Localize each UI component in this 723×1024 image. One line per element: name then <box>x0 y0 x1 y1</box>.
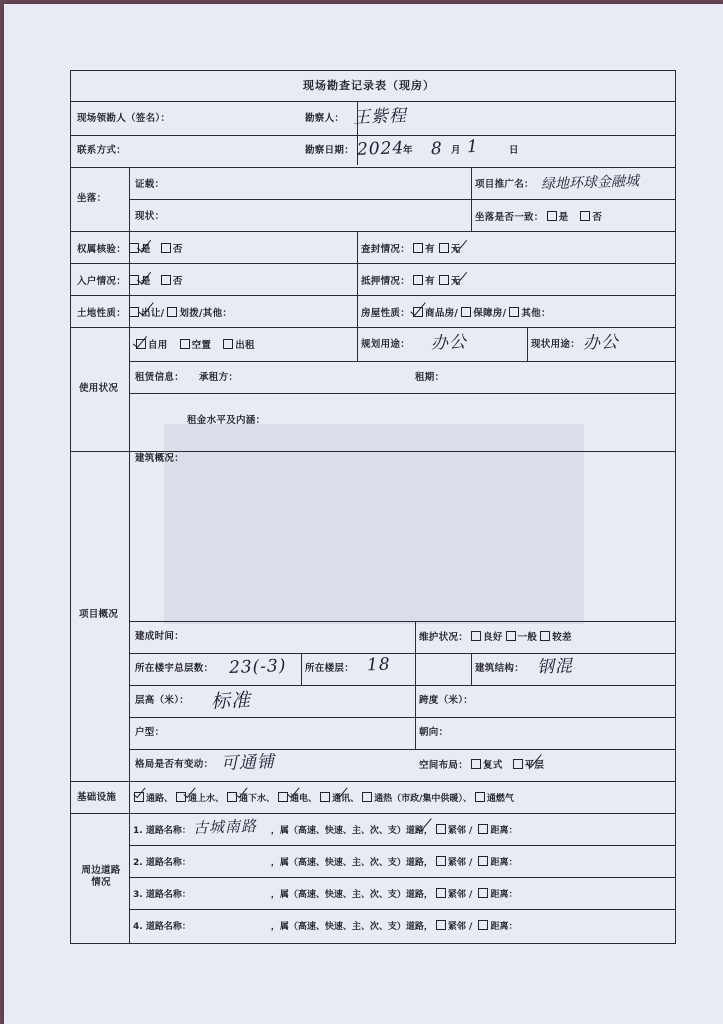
house-row: 房屋性质： 商品房/ 保障房/ 其他： <box>361 308 551 319</box>
paper-sheet <box>4 4 723 1024</box>
road4-adjacent-checkbox[interactable] <box>436 920 446 930</box>
seal-has-checkbox[interactable] <box>413 243 423 253</box>
ownership-row: 权属核验： 是 否 <box>77 244 183 255</box>
date-day: 1 <box>466 136 480 158</box>
vacant-checkbox[interactable] <box>180 339 190 349</box>
surveyor-signature: 王紫程 <box>352 106 408 128</box>
infra-label: 基础设施 <box>77 792 117 803</box>
building-overview-label: 建筑概况： <box>135 453 185 464</box>
project-name-value: 绿地环球金融城 <box>540 173 640 193</box>
actual-use-value: 办公 <box>582 332 620 354</box>
floor-label: 所在楼层： <box>305 663 355 674</box>
date-month: 8 <box>430 138 444 160</box>
unit-type-label: 户型： <box>135 727 165 738</box>
layout-label: 格局是否有变动： <box>135 759 214 770</box>
space-row: 空间布局： 复式 平层 <box>419 760 545 771</box>
road-row-4: 4. 道路名称： ，属（高速、快速、主、次、支）道路， 紧邻 / 距离： <box>133 922 518 932</box>
structure-label: 建筑结构： <box>475 663 525 674</box>
road-row-1: 1. 道路名称： ，属（高速、快速、主、次、支）道路， 紧邻 / 距离： <box>133 826 518 836</box>
road4-distance-checkbox[interactable] <box>478 920 488 930</box>
road2-distance-checkbox[interactable] <box>478 856 488 866</box>
contact-label: 联系方式： <box>77 145 127 156</box>
location-label: 坐落： <box>77 193 107 204</box>
lease-label: 租赁信息： <box>135 372 185 383</box>
road-row-2: 2. 道路名称： ，属（高速、快速、主、次、支）道路， 紧邻 / 距离： <box>133 858 518 868</box>
actual-use-label: 现状用途： <box>531 339 581 350</box>
road3-adjacent-checkbox[interactable] <box>436 888 446 898</box>
infra-gas-checkbox[interactable] <box>475 792 485 802</box>
land-row: 土地性质： 出让/ 划拨/其他： <box>77 308 233 319</box>
infra-power-checkbox[interactable] <box>278 792 288 802</box>
flat-checkbox[interactable] <box>513 759 523 769</box>
day-unit: 日 <box>509 145 519 156</box>
total-floors-label: 所在楼宇总层数： <box>135 663 214 674</box>
duplex-checkbox[interactable] <box>471 759 481 769</box>
maintain-row: 维护状况： 良好 一般 较差 <box>419 632 572 643</box>
date-label: 勘察日期： <box>305 145 355 156</box>
road-row-3: 3. 道路名称： ，属（高速、快速、主、次、支）道路， 紧邻 / 距离： <box>133 890 518 900</box>
rent-out-checkbox[interactable] <box>223 339 233 349</box>
plan-use-label: 规划用途： <box>361 339 411 350</box>
mortgage-row: 抵押情况： 有 无 <box>361 276 461 287</box>
land-allocate-checkbox[interactable] <box>167 307 177 317</box>
seal-none-checkbox[interactable] <box>439 243 449 253</box>
seal-row: 查封情况： 有 无 <box>361 244 461 255</box>
year-unit: 年 <box>403 145 413 156</box>
use-status-label: 使用状况 <box>79 383 119 394</box>
good-checkbox[interactable] <box>471 631 481 641</box>
date-year: 2024 <box>356 138 405 160</box>
project-overview-label: 项目概况 <box>79 609 119 620</box>
total-floors-value: 23(-3) <box>228 656 287 678</box>
house-other-checkbox[interactable] <box>509 307 519 317</box>
entry-row: 入户情况： 是 否 <box>77 276 183 287</box>
road3-distance-checkbox[interactable] <box>478 888 488 898</box>
layout-value: 可通铺 <box>220 752 276 774</box>
roads-label: 周边道路 情况 <box>81 865 121 888</box>
survey-form <box>70 70 676 944</box>
ownership-no-checkbox[interactable] <box>161 243 171 253</box>
lessee-label: 承租方： <box>199 372 239 383</box>
consistent-no-checkbox[interactable] <box>580 211 590 221</box>
use-options: 自用 空置 出租 <box>133 339 255 352</box>
lease-term-label: 租期： <box>415 372 445 383</box>
investigator-label: 现场领勘人（签名）： <box>77 113 171 124</box>
road1-name-value: 古城南路 <box>192 816 258 838</box>
cert-label: 证载： <box>135 179 165 190</box>
form-title: 现场勘查记录表（现房） <box>303 79 435 92</box>
plan-use-value: 办公 <box>430 332 468 354</box>
span-label: 跨度（米）： <box>419 695 474 706</box>
normal-checkbox[interactable] <box>506 631 516 641</box>
built-time-label: 建成时间： <box>135 631 185 642</box>
floor-value: 18 <box>366 654 391 676</box>
mortgage-has-checkbox[interactable] <box>413 275 423 285</box>
orient-label: 朝向： <box>419 727 449 738</box>
consistent-yes-checkbox[interactable] <box>547 211 557 221</box>
project-label: 项目推广名： <box>475 179 534 190</box>
rent-label: 租金水平及内涵： <box>187 415 266 426</box>
surveyor-label: 勘察人： <box>305 113 345 124</box>
infra-telecom-checkbox[interactable] <box>320 792 330 802</box>
height-label: 层高（米）： <box>135 695 190 706</box>
height-value: 标准 <box>210 689 252 713</box>
infra-heating-checkbox[interactable] <box>362 792 372 802</box>
road2-adjacent-checkbox[interactable] <box>436 856 446 866</box>
consistent-label: 坐落是否一致： 是 否 <box>475 212 603 223</box>
month-unit: 月 <box>451 145 461 156</box>
infra-items: 通路、 通上水、 通下水、 通电、 通讯、 通热（市政/集中供暖）、 通燃气 <box>131 792 514 805</box>
entry-no-checkbox[interactable] <box>161 275 171 285</box>
current-label: 现状： <box>135 211 165 222</box>
structure-value: 钢混 <box>536 656 574 678</box>
mortgage-none-checkbox[interactable] <box>439 275 449 285</box>
road1-adjacent-checkbox[interactable] <box>436 824 446 834</box>
poor-checkbox[interactable] <box>540 631 550 641</box>
house-affordable-checkbox[interactable] <box>461 307 471 317</box>
road1-distance-checkbox[interactable] <box>478 824 488 834</box>
